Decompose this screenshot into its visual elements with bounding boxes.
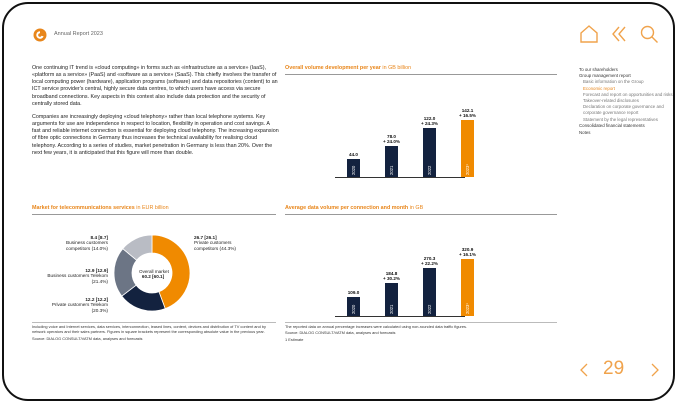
volume-source: Source: DIALOG CONSULT/VATM data, analyses and forecasts [285, 330, 396, 335]
bar-value-label [339, 152, 368, 157]
divider [32, 322, 276, 323]
donut-source: Source: DIALOG CONSULT/VATM data, analyses and forecasts [32, 336, 143, 341]
bar-value-label [415, 116, 444, 126]
page-number: 29 [603, 358, 625, 379]
body-paragraph: Companies are increasingly deploying «cloud telephony» rather than local telephone systems. Key arguments for use are independence in respect to location, flexibility in operation and cost savings. A fast and reliable internet connection is essential for deploying cloud telephony. The increasing expansion of fibre optic connections in Germany thus increases the technical availability for realising cloud telephony. According to a series of studies, market penetration in Germany is less than 20%. Over the next few years, it is anticipated that this figure will more than double. [32, 113, 279, 156]
bar-value-label [339, 290, 368, 295]
chart-title-avg-volume: Average data volume per connection and month in GB [285, 205, 424, 211]
back-icon[interactable] [608, 23, 630, 45]
company-logo-icon [33, 28, 47, 42]
chart-bar [423, 268, 436, 316]
chart-bar [385, 146, 398, 177]
estimate-footnote: 1 Estimate [285, 337, 304, 342]
bar-year-label: 2021 [388, 304, 394, 314]
bar-value: 78.0 [387, 133, 396, 139]
side-nav-item[interactable]: Takeover-related disclosures [583, 98, 639, 104]
bar-value: 184.8 [385, 271, 398, 277]
donut-footnote: Including voice and Internet services, data services, interconnection, leased lines, content, devices and distribution of TV content and by network operators and their sales partners. Figures in square brackets represent the corresponding absolute value in the previous year. [32, 324, 266, 335]
chart-bar [461, 259, 474, 316]
bar-chart-volume [335, 82, 476, 177]
document-frame [2, 2, 675, 401]
bar-growth: + 22.2% [421, 261, 438, 267]
body-paragraph: One continuing IT trend is «cloud computing» in forms such as «infrastructure as a service» (IaaS), «platform as a service» (PaaS) and «software as a service» (SaaS). This chiefly involves the transfer of local computing power (hardware), application programs (software) and data repositories (content) to an ICT service provider's central, highly secure data centres, to which users have access via secure broadband connections. Key aspects in this context also include data protection and the security of centrally stored data. [32, 65, 278, 107]
bar-growth: + 30.2% [383, 276, 400, 282]
search-icon[interactable] [638, 23, 660, 45]
bar-value: 142.1 [461, 108, 474, 114]
bar-value: 270.3 [423, 256, 436, 262]
home-icon[interactable] [578, 23, 600, 45]
side-navigation [579, 66, 674, 136]
bar-value-label [377, 134, 406, 144]
body-text [32, 65, 279, 157]
side-nav-item[interactable]: Consolidated financial statements [579, 123, 645, 129]
previous-page-icon[interactable] [578, 362, 590, 378]
side-nav-item[interactable]: Forecast and report on opportunities and risks [583, 91, 673, 97]
chart-bar [423, 128, 436, 177]
chart-bar [461, 120, 474, 177]
chart-baseline [335, 316, 465, 317]
bar-growth: + 24.3% [421, 121, 438, 127]
bar-value-label [453, 108, 482, 118]
bar-value-label [415, 256, 444, 266]
donut-label-private-competitors: 26.7 [26.1] Private customers competitors (44.3%) [194, 235, 236, 251]
side-nav-item[interactable]: Statement by the legal representatives [583, 116, 658, 122]
next-page-icon[interactable] [649, 362, 661, 378]
bar-year-label: 2020 [350, 165, 356, 175]
bar-value-label [377, 271, 406, 281]
donut-label-business-telekom: 12.9 [12.9] Business customers Telekom (21.4%) [47, 268, 108, 284]
chart-baseline [335, 177, 465, 178]
side-nav-item[interactable]: Group management report [579, 73, 631, 79]
bar-year-label: 2022 [426, 304, 432, 314]
chart-bar [347, 297, 360, 316]
donut-label-business-competitors: 8.4 [8.7] Business customers competitors (14.0%) [66, 235, 108, 251]
side-nav-item[interactable]: Notes [579, 130, 591, 136]
report-title: Annual Report 2023 [54, 31, 103, 37]
bar-value: 44.0 [349, 152, 358, 158]
title-rule [285, 74, 557, 75]
volume-footnote: The reported data on annual percentage increases were calculated using non-rounded data traffic figures. [285, 324, 468, 329]
bar-growth: + 16.5% [459, 113, 476, 119]
bar-value: 122.0 [423, 116, 436, 122]
title-rule [32, 214, 276, 215]
bar-growth: + 24.0% [383, 138, 400, 144]
side-nav-item[interactable]: Basic information on the Group [583, 79, 644, 85]
side-nav-item[interactable]: To our shareholders [579, 66, 618, 72]
bar-year-label: 2023¹ [464, 164, 470, 175]
side-nav-item[interactable]: Economic report [583, 85, 615, 91]
title-rule [285, 214, 557, 215]
bar-chart-avg-volume [335, 221, 476, 316]
bar-growth: + 16.1% [459, 252, 476, 258]
bar-year-label: 2021 [388, 165, 394, 175]
chart-title-volume: Overall volume development per year in GB billion [285, 65, 412, 71]
divider [285, 322, 557, 323]
bar-year-label: 2020 [350, 304, 356, 314]
chart-bar [347, 159, 360, 177]
bar-value: 320.9 [461, 247, 474, 253]
bar-year-label: 2022 [426, 165, 432, 175]
bar-year-label: 2023¹ [464, 303, 470, 314]
donut-label-private-telekom: 12.2 [12.2] Private customers Telekom (20.3%) [51, 297, 108, 313]
chart-bar [385, 283, 398, 316]
chart-title-market: Market for telecommunications services in EUR billion [32, 205, 169, 211]
bar-value-label [453, 247, 482, 257]
donut-center-label: Overall market 60.2 [60.1] [139, 269, 169, 280]
side-nav-item[interactable]: Declaration on corporate governance and corporate governance report [583, 104, 664, 116]
bar-value: 109.0 [347, 289, 360, 295]
